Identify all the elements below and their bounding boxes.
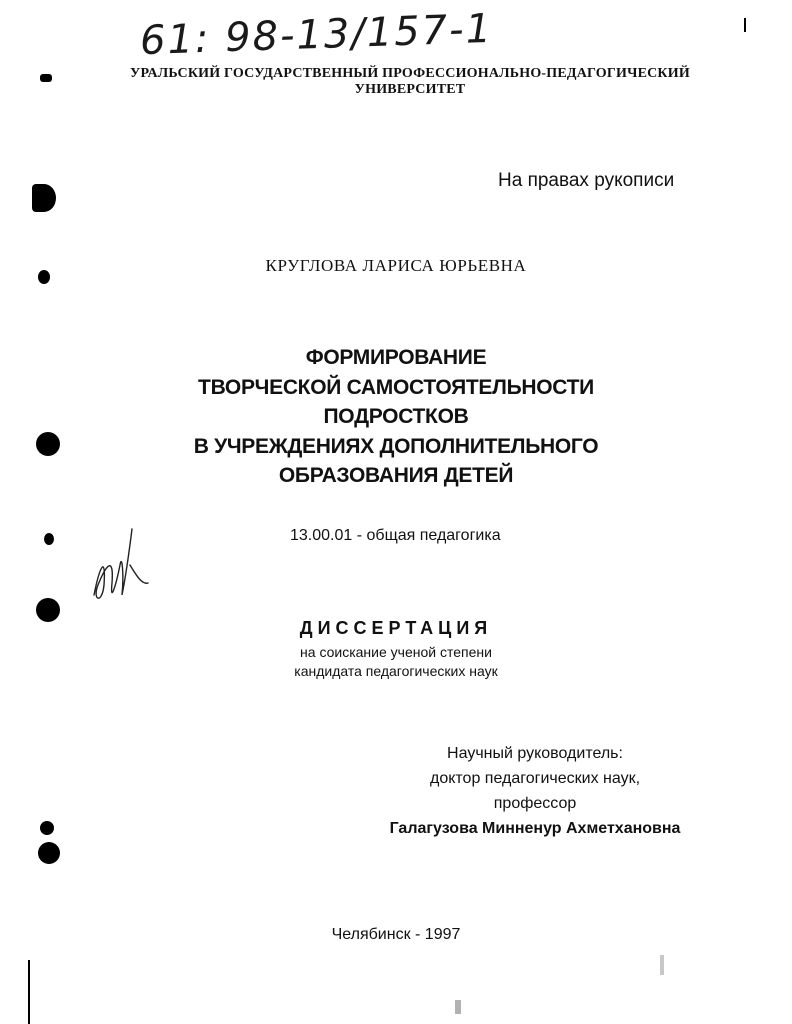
handwritten-signature: [86, 525, 166, 615]
scan-speck: [455, 1000, 461, 1014]
supervisor-block: [380, 741, 690, 841]
supervisor-name: Галагузова Минненур Ахметхановна: [389, 820, 681, 837]
supervisor-degree: доктор педагогических наук,: [429, 770, 641, 787]
binding-mark: [40, 74, 52, 82]
binding-hole: [32, 184, 56, 212]
specialty-code: 13.00.01 - общая педагогика: [290, 527, 501, 544]
author-name: КРУГЛОВА ЛАРИСА ЮРЬЕВНА: [265, 256, 527, 275]
title-line: ОБРАЗОВАНИЯ ДЕТЕЙ: [278, 464, 514, 487]
title-line: ПОДРОСТКОВ: [323, 405, 469, 428]
university-name-line1: УРАЛЬСКИЙ ГОСУДАРСТВЕННЫЙ ПРОФЕССИОНАЛЬНО-ПЕДАГОГИЧЕСКИЙ: [130, 66, 690, 81]
city-year: Челябинск - 1997: [331, 926, 461, 943]
scan-speck: [660, 955, 664, 975]
scan-edge: [28, 960, 30, 1024]
supervisor-rank: профессор: [493, 795, 577, 812]
dissertation-title: [0, 343, 792, 491]
degree-line2: кандидата педагогических наук: [294, 663, 498, 679]
degree-info: [0, 643, 792, 681]
title-line: ФОРМИРОВАНИЕ: [305, 346, 487, 369]
binding-hole: [38, 842, 60, 864]
binding-hole: [40, 821, 54, 835]
archive-code-handwritten: 61: 98-13/157-1: [139, 5, 494, 65]
degree-line1: на соискание ученой степени: [300, 644, 492, 660]
university-name-line2: УНИВЕРСИТЕТ: [354, 82, 466, 97]
binding-hole: [44, 533, 54, 545]
dissertation-label: ДИССЕРТАЦИЯ: [299, 618, 493, 638]
supervisor-label: Научный руководитель:: [447, 745, 623, 762]
university-header: [120, 66, 700, 98]
title-line: В УЧРЕЖДЕНИЯХ ДОПОЛНИТЕЛЬНОГО: [193, 434, 599, 458]
manuscript-note: На правах рукописи: [498, 170, 675, 191]
title-line: ТВОРЧЕСКОЙ САМОСТОЯТЕЛЬНОСТИ: [198, 375, 594, 399]
scan-edge-top: [744, 18, 746, 32]
